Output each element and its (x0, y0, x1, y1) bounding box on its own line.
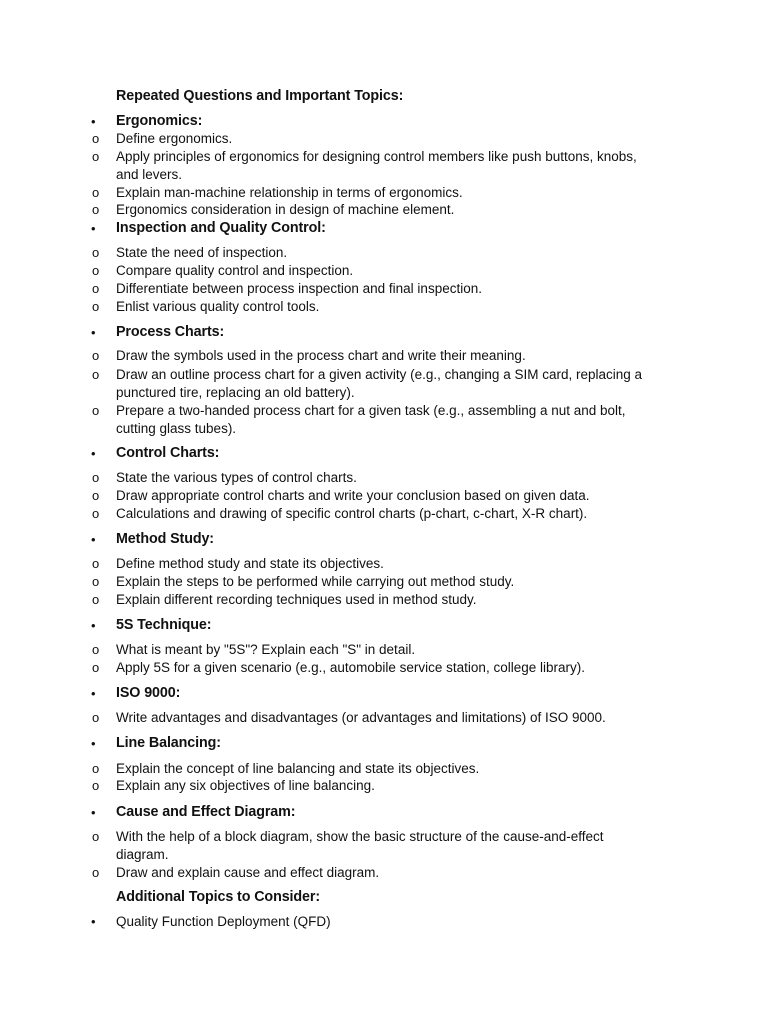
sub-bullet: o (92, 299, 100, 314)
section-bullet: • (91, 805, 96, 820)
list-item: State the need of inspection. (116, 245, 288, 260)
section-bullet: • (91, 446, 96, 461)
sub-bullet: o (92, 149, 100, 164)
list-item: Calculations and drawing of specific control charts (p-chart, c-chart, X-R chart). (116, 506, 588, 521)
list-item: Differentiate between process inspection and final inspection. (116, 281, 482, 296)
sub-bullet: o (92, 202, 100, 217)
sub-bullet: o (92, 245, 100, 260)
sub-bullet: o (92, 281, 100, 296)
list-item: Explain man-machine relationship in terms of ergonomics. (116, 185, 463, 200)
sub-bullet: o (92, 761, 100, 776)
list-item: What is meant by "5S"? Explain each "S" in detail. (116, 642, 416, 657)
list-item: Prepare a two-handed process chart for a given task (e.g., assembling a nut and bolt, cutting glass tubes). (116, 403, 626, 436)
list-item: Quality Function Deployment (QFD) (116, 914, 331, 929)
sub-bullet: o (92, 470, 100, 485)
section-bullet: • (91, 914, 96, 929)
section-title-control-charts: Control Charts: (116, 445, 220, 461)
section-title-method-study: Method Study: (116, 531, 214, 547)
list-item: Apply 5S for a given scenario (e.g., automobile service station, college library). (116, 660, 585, 675)
section-bullet: • (91, 618, 96, 633)
sub-bullet: o (92, 778, 100, 793)
section-bullet: • (91, 221, 96, 236)
list-item: Explain any six objectives of line balancing. (116, 778, 375, 793)
section-title-inspection: Inspection and Quality Control: (116, 220, 326, 236)
sub-bullet: o (92, 348, 100, 363)
list-item: Draw the symbols used in the process chart and write their meaning. (116, 348, 526, 363)
sub-bullet: o (92, 660, 100, 675)
list-item: Ergonomics consideration in design of machine element. (116, 202, 455, 217)
sub-bullet: o (92, 506, 100, 521)
sub-bullet: o (92, 403, 100, 418)
sub-bullet: o (92, 367, 100, 382)
sub-bullet: o (92, 185, 100, 200)
list-item: Define ergonomics. (116, 131, 233, 146)
list-item: State the various types of control charts. (116, 470, 357, 485)
sub-bullet: o (92, 592, 100, 607)
section-bullet: • (91, 325, 96, 340)
section-title-iso: ISO 9000: (116, 685, 181, 701)
sub-bullet: o (92, 574, 100, 589)
section-title-cause-effect: Cause and Effect Diagram: (116, 804, 296, 820)
list-item: Define method study and state its objectives. (116, 556, 384, 571)
list-item: Compare quality control and inspection. (116, 263, 354, 278)
list-item: Write advantages and disadvantages (or advantages and limitations) of ISO 9000. (116, 710, 606, 725)
sub-bullet: o (92, 865, 100, 880)
sub-bullet: o (92, 556, 100, 571)
sub-bullet: o (92, 710, 100, 725)
list-item: Explain the steps to be performed while carrying out method study. (116, 574, 515, 589)
list-item: Explain the concept of line balancing and state its objectives. (116, 761, 480, 776)
section-bullet: • (91, 736, 96, 751)
main-heading: Repeated Questions and Important Topics: (116, 88, 404, 104)
list-item: Draw appropriate control charts and write your conclusion based on given data. (116, 488, 590, 503)
sub-bullet: o (92, 642, 100, 657)
section-title-5s: 5S Technique: (116, 617, 212, 633)
section-title-ergonomics: Ergonomics: (116, 113, 203, 129)
sub-bullet: o (92, 488, 100, 503)
sub-bullet: o (92, 829, 100, 844)
section-bullet: • (91, 532, 96, 547)
section-bullet: • (91, 686, 96, 701)
sub-bullet: o (92, 263, 100, 278)
list-item: Draw and explain cause and effect diagram. (116, 865, 380, 880)
list-item: Enlist various quality control tools. (116, 299, 320, 314)
sub-bullet: o (92, 131, 100, 146)
additional-heading: Additional Topics to Consider: (116, 889, 321, 905)
list-item: With the help of a block diagram, show the basic structure of the cause-and-effect diagram. (116, 829, 604, 862)
list-item: Draw an outline process chart for a given activity (e.g., changing a SIM card, replacing a punctured tire, replacing an old battery). (116, 367, 643, 400)
section-bullet: • (91, 114, 96, 129)
list-item: Explain different recording techniques used in method study. (116, 592, 477, 607)
section-title-line-balancing: Line Balancing: (116, 735, 221, 751)
section-title-process-charts: Process Charts: (116, 324, 225, 340)
list-item: Apply principles of ergonomics for designing control members like push buttons, knobs, and levers. (116, 149, 637, 182)
